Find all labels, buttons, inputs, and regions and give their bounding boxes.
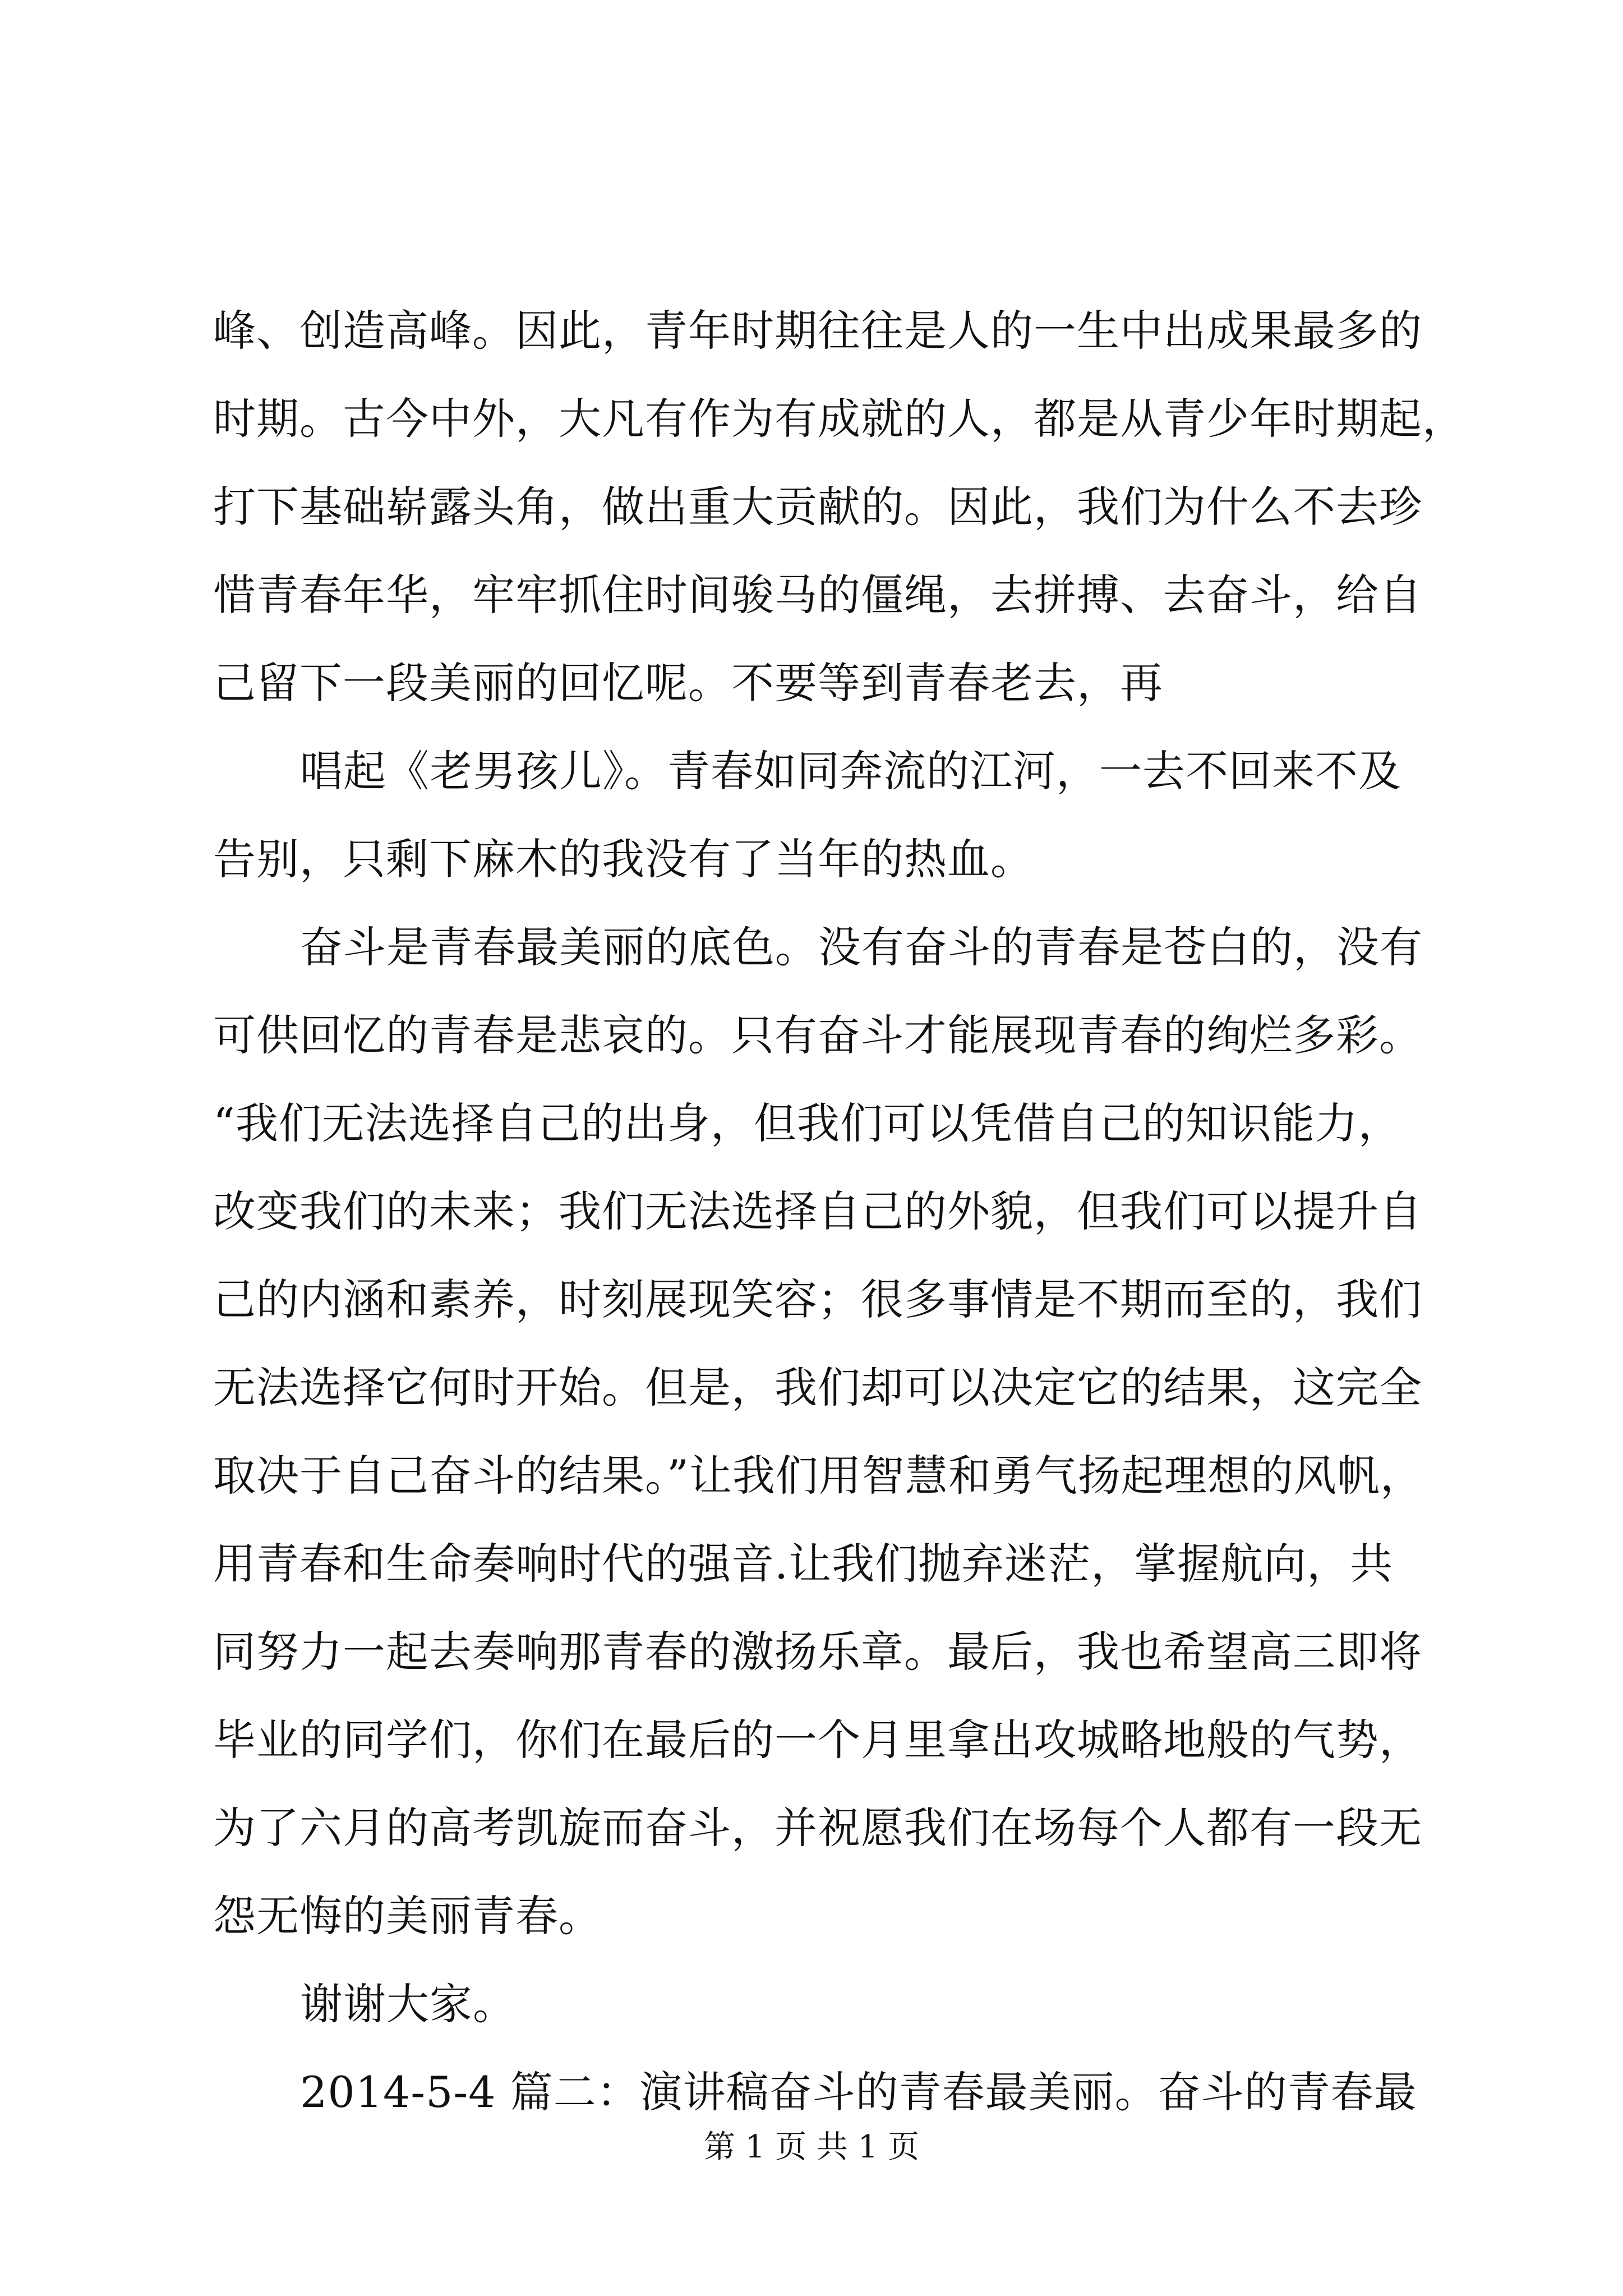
body-text-line: 打下基础崭露头角，做出重大贡献的。因此，我们为什么不去珍: [213, 482, 1422, 532]
body-text-line: “我们无法选择自己的出身，但我们可以凭借自己的知识能力，: [213, 1098, 1401, 1148]
paragraph-start-line: 谢谢大家。: [300, 1979, 516, 2029]
body-text-line: 己留下一段美丽的回忆呢。不要等到青春老去，再: [213, 658, 1163, 708]
page-footer: 第 1 页 共 1 页: [703, 2129, 920, 2165]
body-text-line: 时期。古今中外，大凡有作为有成就的人，都是从青少年时期起，: [213, 394, 1465, 444]
body-text-line: 峰、创造高峰。因此，青年时期往往是人的一生中出成果最多的: [213, 306, 1422, 356]
body-text-line: 己的内涵和素养，时刻展现笑容；很多事情是不期而至的，我们: [213, 1274, 1422, 1324]
body-text-line: 取决于自己奋斗的结果。”让我们用智慧和勇气扬起理想的风帆，: [213, 1451, 1423, 1501]
body-text-line: 为了六月的高考凯旋而奋斗，并祝愿我们在场每个人都有一段无: [213, 1803, 1422, 1853]
body-text-line: 同努力一起去奏响那青春的激扬乐章。最后，我也希望高三即将: [213, 1627, 1422, 1677]
body-text-line: 可供回忆的青春是悲哀的。只有奋斗才能展现青春的绚烂多彩。: [213, 1010, 1422, 1060]
body-text-line: 告别，只剩下麻木的我没有了当年的热血。: [213, 834, 1034, 884]
body-text-line: 用青春和生命奏响时代的强音.让我们抛弃迷茫，掌握航向，共: [213, 1539, 1394, 1589]
body-text-line: 改变我们的未来；我们无法选择自己的外貌，但我们可以提升自: [213, 1186, 1422, 1236]
paragraph-start-line: 2014-5-4 篇二：演讲稿奋斗的青春最美丽。奋斗的青春最: [300, 2067, 1417, 2117]
body-text-line: 毕业的同学们，你们在最后的一个月里拿出攻城略地般的气势，: [213, 1715, 1422, 1765]
body-text-line: 怨无悔的美丽青春。: [213, 1891, 602, 1941]
paragraph-start-line: 唱起《老男孩儿》。青春如同奔流的江河，一去不回来不及: [300, 746, 1401, 796]
paragraph-start-line: 奋斗是青春最美丽的底色。没有奋斗的青春是苍白的，没有: [300, 922, 1423, 972]
body-text-line: 无法选择它何时开始。但是，我们却可以决定它的结果，这完全: [213, 1363, 1422, 1412]
body-text-line: 惜青春年华，牢牢抓住时间骏马的僵绳，去拼搏、去奋斗，给自: [213, 570, 1422, 620]
